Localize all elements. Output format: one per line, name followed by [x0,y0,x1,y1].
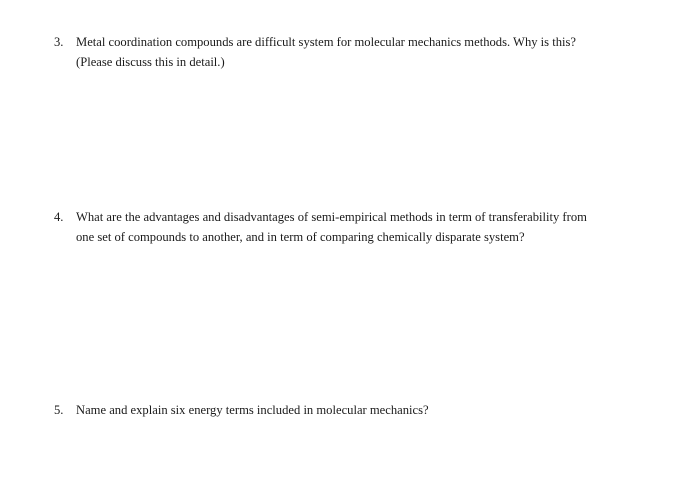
question-text [76,400,654,420]
question-text [76,32,654,72]
question-number: 4. [54,210,64,224]
question-line: Metal coordination compounds are difficult system for molecular mechanics methods. Why is this? [76,35,577,49]
question-number: 5. [54,403,64,417]
question-line: (Please discuss this in detail.) [76,55,225,70]
question-3 [54,32,654,72]
question-line: What are the advantages and disadvantages of semi-empirical methods in term of transferability from [76,210,587,224]
question-5 [54,400,654,420]
question-4 [54,207,654,247]
question-text [76,207,654,247]
question-line: Name and explain six energy terms included in molecular mechanics? [76,403,429,417]
question-number: 3. [54,35,64,49]
question-line: one set of compounds to another, and in term of comparing chemically disparate system? [76,230,525,245]
